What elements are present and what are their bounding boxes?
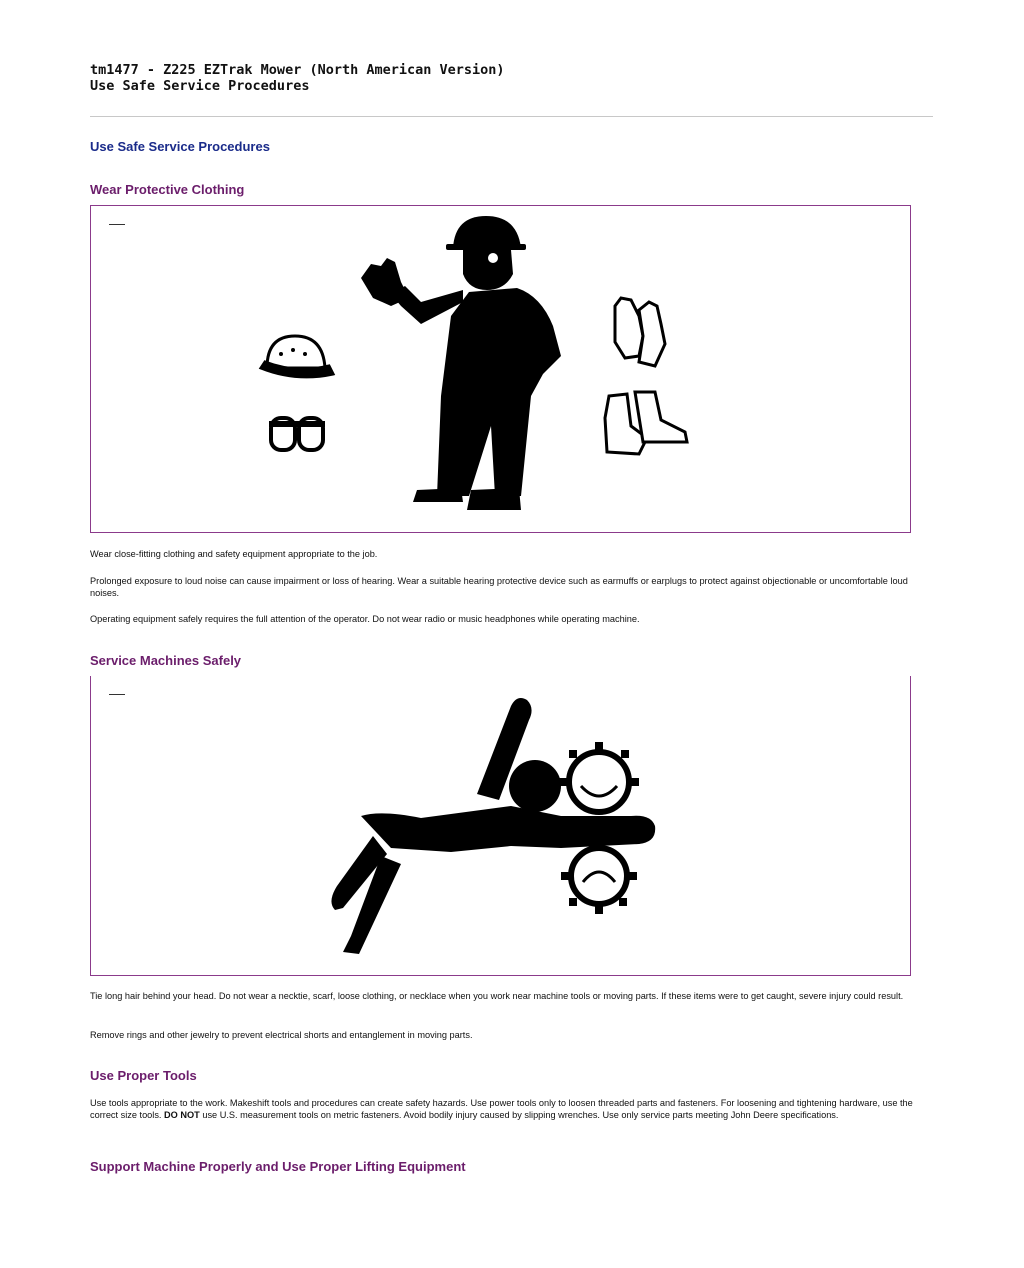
upper-gear-icon	[569, 752, 629, 812]
tools-paragraph-text-start: Use tools appropriate to the work. Makeshift tools and procedures can create safety hazards. Use power tools only to loosen threaded parts and fasteners. For loosening and tightening hardware, use the correct size tools.	[90, 1098, 913, 1120]
document-header	[90, 62, 933, 94]
safety-goggles-icon	[269, 418, 325, 450]
protective-paragraph-3: Operating equipment safely requires the full attention of the operator. Do not wear radio or music headphones while operating machine.	[90, 614, 640, 624]
gloves-icon	[615, 298, 665, 366]
protective-clothing-figure	[90, 205, 911, 533]
hard-hat-icon	[261, 336, 333, 377]
lower-gear-icon	[571, 848, 627, 904]
safety-boots-icon	[605, 392, 687, 454]
section-heading-support-machine: Support Machine Properly and Use Proper Lifting Equipment	[90, 1159, 466, 1174]
protective-paragraph-1: Wear close-fitting clothing and safety equipment appropriate to the job.	[90, 549, 378, 559]
section-heading-protective-clothing: Wear Protective Clothing	[90, 182, 245, 197]
tools-paragraph-emphasis: DO NOT	[164, 1109, 200, 1120]
tools-paragraph-text-end: use U.S. measurement tools on metric fasteners. Avoid bodily injury caused by slipping wrenches. Use only service parts meeting John Deere specifications.	[199, 1109, 839, 1120]
service-paragraph-1: Tie long hair behind your head. Do not wear a necktie, scarf, loose clothing, or necklace when you work near machine tools or moving parts. If these items were to get caught, severe injury could result.	[90, 991, 904, 1001]
header-divider	[90, 116, 933, 117]
falling-person-figure	[331, 698, 655, 954]
entanglement-illustration	[91, 676, 912, 976]
protective-paragraph-2: Prolonged exposure to loud noise can cause impairment or loss of hearing. Wear a suitable hearing protective device such as earmuffs or earplugs to protect against objectionable or uncomfortable loud noises.	[90, 576, 908, 598]
service-paragraph-2: Remove rings and other jewelry to prevent electrical shorts and entanglement in moving parts.	[90, 1030, 473, 1040]
document-subtitle: Use Safe Service Procedures	[90, 78, 310, 94]
document-title: tm1477 - Z225 EZTrak Mower (North American Version)	[90, 62, 505, 78]
main-heading: Use Safe Service Procedures	[90, 139, 270, 154]
worker-figure	[361, 216, 561, 510]
protective-clothing-illustration	[91, 206, 912, 534]
section-heading-service-machines: Service Machines Safely	[90, 653, 242, 668]
tools-paragraph	[90, 1098, 933, 1121]
section-heading-proper-tools: Use Proper Tools	[90, 1068, 197, 1083]
service-machines-figure	[90, 676, 911, 976]
